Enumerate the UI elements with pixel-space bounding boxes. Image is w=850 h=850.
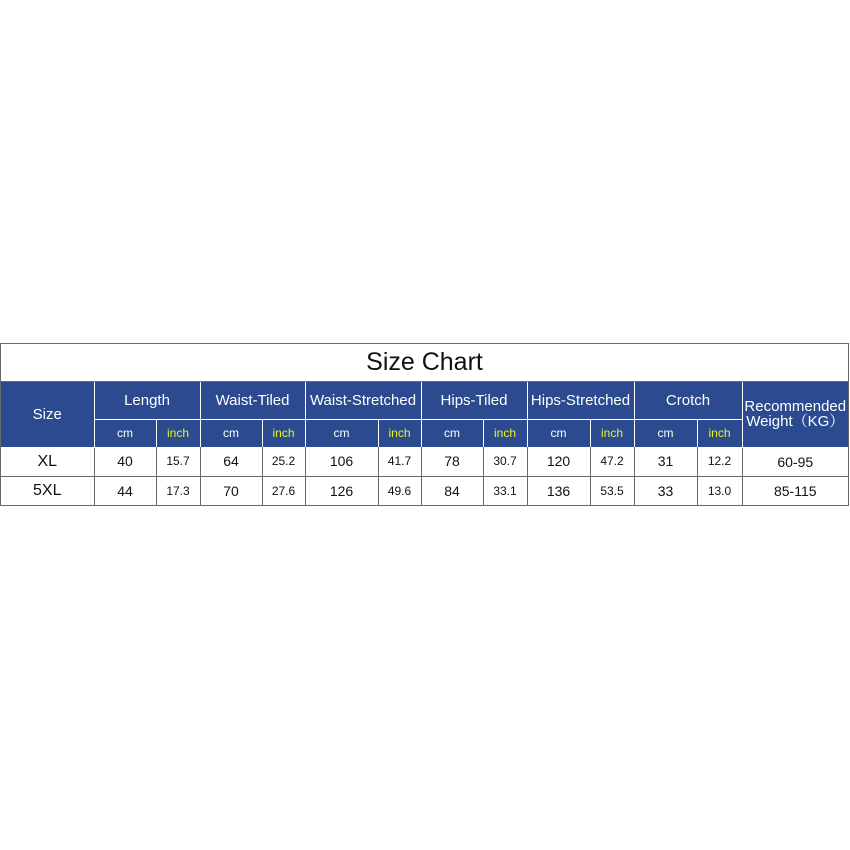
hips-tiled-cm-cell: 84 — [421, 476, 483, 505]
waist-tiled-cm-cell: 70 — [200, 476, 262, 505]
hips-tiled-inch-cell: 33.1 — [483, 476, 527, 505]
length-cm-cell: 40 — [94, 447, 156, 476]
unit-cm: cm — [634, 419, 697, 447]
header-row-units — [1, 419, 848, 447]
hips-stretched-cm-cell: 120 — [527, 447, 590, 476]
table-row — [1, 476, 848, 505]
waist-stretched-inch-cell: 49.6 — [378, 476, 421, 505]
unit-inch: inch — [483, 419, 527, 447]
size-table — [1, 382, 848, 505]
size-chart — [0, 343, 849, 506]
header-row-groups — [1, 382, 848, 419]
table-row — [1, 447, 848, 476]
header-hips-stretched: Hips-Stretched — [527, 382, 634, 419]
unit-cm: cm — [421, 419, 483, 447]
recommended-weight-cell: 85-115 — [742, 476, 848, 505]
unit-cm: cm — [94, 419, 156, 447]
crotch-inch-cell: 13.0 — [697, 476, 742, 505]
unit-cm: cm — [527, 419, 590, 447]
unit-inch: inch — [156, 419, 200, 447]
recommended-weight-cell: 60-95 — [742, 447, 848, 476]
header-size: Size — [1, 382, 94, 447]
waist-tiled-cm-cell: 64 — [200, 447, 262, 476]
crotch-cm-cell: 33 — [634, 476, 697, 505]
length-inch-cell: 17.3 — [156, 476, 200, 505]
waist-tiled-inch-cell: 27.6 — [262, 476, 305, 505]
unit-inch: inch — [590, 419, 634, 447]
header-waist-tiled: Waist-Tiled — [200, 382, 305, 419]
hips-tiled-inch-cell: 30.7 — [483, 447, 527, 476]
header-crotch: Crotch — [634, 382, 742, 419]
header-recommended-line1: Recommended — [744, 398, 847, 416]
crotch-inch-cell: 12.2 — [697, 447, 742, 476]
header-recommended-weight — [742, 382, 848, 447]
hips-stretched-cm-cell: 136 — [527, 476, 590, 505]
unit-inch: inch — [378, 419, 421, 447]
size-cell: XL — [1, 447, 94, 476]
waist-stretched-inch-cell: 41.7 — [378, 447, 421, 476]
header-recommended-line2: Weight（KG） — [746, 413, 845, 431]
waist-stretched-cm-cell: 106 — [305, 447, 378, 476]
header-hips-tiled: Hips-Tiled — [421, 382, 527, 419]
chart-title: Size Chart — [1, 344, 848, 382]
header-waist-stretched: Waist-Stretched — [305, 382, 421, 419]
waist-stretched-cm-cell: 126 — [305, 476, 378, 505]
length-cm-cell: 44 — [94, 476, 156, 505]
header-length: Length — [94, 382, 200, 419]
hips-stretched-inch-cell: 53.5 — [590, 476, 634, 505]
unit-cm: cm — [305, 419, 378, 447]
unit-cm: cm — [200, 419, 262, 447]
crotch-cm-cell: 31 — [634, 447, 697, 476]
unit-inch: inch — [697, 419, 742, 447]
hips-tiled-cm-cell: 78 — [421, 447, 483, 476]
size-cell: 5XL — [33, 481, 62, 499]
length-inch-cell: 15.7 — [156, 447, 200, 476]
unit-inch: inch — [262, 419, 305, 447]
waist-tiled-inch-cell: 25.2 — [262, 447, 305, 476]
hips-stretched-inch-cell: 47.2 — [590, 447, 634, 476]
